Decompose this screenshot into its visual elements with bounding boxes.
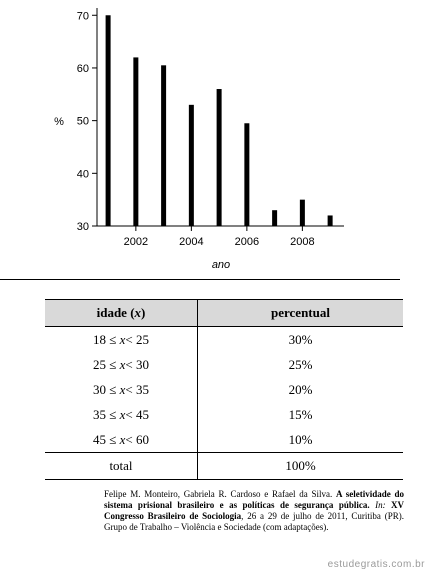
bar-chart (0, 0, 433, 275)
range-op1: ≤ (109, 331, 117, 347)
bar (161, 65, 166, 226)
citation-in: In: (375, 500, 386, 510)
percent-cell: 25% (288, 356, 313, 372)
percent-cell: 10% (288, 431, 313, 447)
range-lower: 18 (92, 331, 106, 347)
bar (300, 200, 305, 226)
age-header-variable: x (134, 305, 142, 320)
y-tick-label: 50 (76, 115, 89, 128)
x-tick-label: 2004 (179, 236, 204, 248)
range-variable: x (119, 381, 126, 397)
range-op1: ≤ (109, 406, 117, 422)
range-upper: 25 (136, 331, 149, 347)
range-upper: 35 (136, 381, 149, 397)
range-variable: x (119, 356, 126, 372)
percent-cell: 15% (288, 406, 313, 422)
range-op1: ≤ (109, 356, 117, 372)
age-header-label: idade (96, 305, 127, 320)
table-row (45, 377, 403, 402)
source-citation (104, 489, 404, 533)
range-upper: 30 (136, 356, 149, 372)
citation-details: , 26 a 29 de julho de 2011, Curitiba (PR). Grupo de Trabalho – Violência e Sociedade (com adaptações). (104, 511, 404, 532)
y-tick-label: 70 (76, 10, 89, 23)
bar (272, 210, 277, 226)
bar (244, 123, 249, 226)
watermark: estudegratis.com.br (327, 559, 425, 570)
percent-cell: 30% (288, 331, 313, 347)
range-variable: x (119, 406, 126, 422)
citation-event: XV Congresso Brasileiro de Sociologia (104, 500, 405, 521)
bar (189, 105, 194, 226)
range-op1: ≤ (109, 381, 117, 397)
age-range-cell (45, 402, 198, 427)
range-op2: < (125, 381, 133, 397)
age-column-header: idade (x) (45, 300, 198, 327)
range-variable: x (119, 431, 126, 447)
bar (217, 89, 222, 226)
table-row (45, 327, 403, 353)
x-axis-label: ano (211, 259, 231, 271)
bar (106, 15, 111, 226)
age-distribution-table (45, 299, 403, 480)
percent-cell: 20% (288, 381, 313, 397)
range-upper: 45 (136, 406, 149, 422)
range-lower: 35 (92, 406, 106, 422)
section-divider (0, 279, 400, 280)
x-tick-label: 2008 (290, 236, 315, 248)
range-upper: 60 (136, 431, 149, 447)
age-range-cell (45, 352, 198, 377)
range-lower: 30 (92, 381, 106, 397)
x-tick-label: 2002 (123, 236, 149, 248)
bar (133, 57, 138, 226)
percent-column-header: percentual (198, 300, 404, 327)
y-axis-label: % (54, 116, 64, 128)
table-row (45, 427, 403, 453)
bar (328, 215, 333, 226)
table-row (45, 402, 403, 427)
range-op2: < (125, 431, 133, 447)
y-tick-label: 40 (76, 168, 89, 181)
total-row (45, 453, 403, 480)
citation-authors: Felipe M. Monteiro, Gabriela R. Cardoso e Rafael da Silva. (104, 489, 333, 499)
range-op1: ≤ (109, 431, 117, 447)
total-label: total (45, 453, 198, 480)
range-lower: 45 (92, 431, 106, 447)
x-tick-label: 2006 (234, 236, 260, 248)
range-op2: < (125, 406, 133, 422)
y-tick-label: 60 (76, 62, 89, 75)
table-header-row (45, 300, 403, 327)
range-op2: < (125, 331, 133, 347)
table-row (45, 352, 403, 377)
age-range-cell (45, 427, 198, 453)
range-variable: x (119, 331, 126, 347)
age-range-cell (45, 377, 198, 402)
range-lower: 25 (92, 356, 106, 372)
y-tick-label: 30 (76, 221, 89, 233)
range-op2: < (125, 356, 133, 372)
age-range-cell (45, 327, 198, 353)
citation-title: A seletividade do sistema prisional brasileiro e as políticas de segurança pública. (104, 489, 405, 510)
total-percent: 100% (198, 453, 404, 480)
